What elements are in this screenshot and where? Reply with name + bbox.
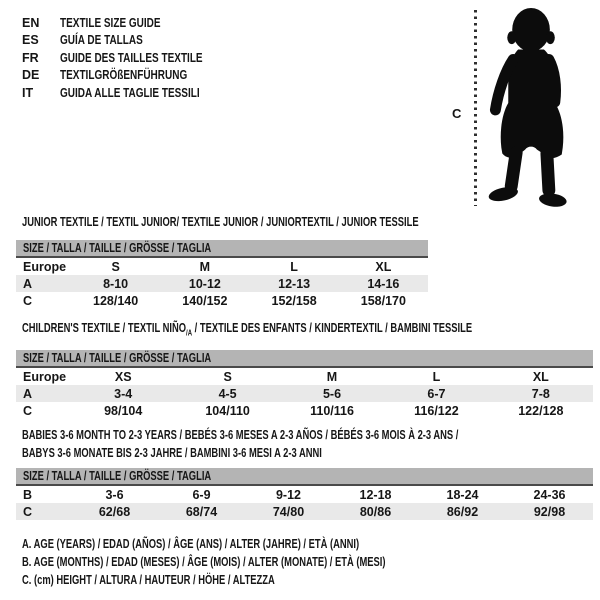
title-part: CHILDREN'S TEXTILE / TEXTIL NIÑO (22, 321, 187, 335)
table-cell: 92/98 (533, 504, 566, 519)
language-code: ES (22, 33, 39, 48)
language-code: FR (22, 50, 39, 65)
table-cell: 8-10 (103, 276, 129, 291)
table-cell: S (111, 259, 120, 274)
language-row (22, 49, 238, 67)
legend-line (22, 535, 507, 553)
table-cell: 104/110 (205, 403, 250, 418)
legend-text: A. AGE (YEARS) / EDAD (AÑOS) / ÂGE (ANS) / ALTER (JAHRE) / ETÀ (ANNI) (22, 537, 360, 551)
table-cell: 128/140 (93, 293, 139, 308)
table-cell: 86/92 (446, 504, 479, 519)
children-section-title (22, 319, 600, 337)
table-cell: XL (532, 369, 549, 384)
table-cell: 7-8 (531, 386, 550, 401)
table-cell: 110/116 (310, 403, 354, 418)
language-guide-title: GUÍA DE TALLAS (60, 33, 143, 48)
table-cell: XL (375, 259, 392, 274)
title-part: BABIES 3-6 MONTH TO 2-3 YEARS / BEBÉS 3-6 MESES A 2-3 AÑOS / BÉBÉS 3-6 MOIS À 2-3 ANS / (22, 428, 459, 442)
legend-text: C. (cm) HEIGHT / ALTURA / HAUTEUR / HÖHE / ALTEZZA (22, 573, 275, 587)
table-row (16, 275, 428, 292)
table-cell: 18-24 (446, 487, 479, 502)
table-cell: 12-13 (278, 276, 311, 291)
table-cell: S (223, 369, 232, 384)
section-title-line (22, 426, 600, 444)
language-code: IT (22, 85, 34, 100)
table-cell: XS (114, 369, 132, 384)
table-cell: 10-12 (188, 276, 221, 291)
table-row (16, 503, 593, 520)
table-cell: 24-36 (533, 487, 566, 502)
table-cell: 68/74 (185, 504, 218, 519)
babies-size-table (16, 468, 593, 520)
size-header-bar (16, 468, 593, 486)
table-cell: L (290, 259, 298, 274)
section-title-line (22, 213, 551, 231)
table-cell: 9-12 (275, 487, 302, 502)
row-label: C (23, 504, 33, 519)
table-cell: 6-7 (427, 386, 446, 401)
table-cell: 152/158 (271, 293, 317, 308)
table-cell: M (199, 259, 211, 274)
title-part: JUNIOR TEXTILE / TEXTIL JUNIOR/ TEXTILE JUNIOR / JUNIORTEXTIL / JUNIOR TESSILE (22, 215, 419, 229)
language-row (22, 67, 238, 85)
title-part: BABYS 3-6 MONATE BIS 2-3 JAHRE / BAMBINI 3-6 MESI A 2-3 ANNI (22, 446, 322, 460)
language-code: EN (22, 15, 40, 30)
junior-size-table (16, 240, 428, 309)
row-label: B (23, 487, 33, 502)
section-title-line (22, 319, 600, 337)
table-cell: 3-6 (105, 487, 124, 502)
table-cell: 12-18 (359, 487, 392, 502)
language-code: DE (22, 68, 40, 83)
row-label: Europe (23, 259, 67, 274)
babies-section-title (22, 426, 600, 462)
row-label: C (23, 403, 33, 418)
children-size-table (16, 350, 593, 419)
table-row (16, 402, 593, 419)
section-title-line (22, 444, 600, 462)
table-cell: 4-5 (218, 386, 237, 401)
section-title-text (22, 319, 472, 343)
table-row (16, 368, 593, 385)
table-cell: 14-16 (367, 276, 400, 291)
language-guide-title: GUIDE DES TAILLES TEXTILE (60, 50, 203, 65)
table-row (16, 258, 428, 275)
language-row (22, 84, 238, 102)
language-guide-title: TEXTILGRÖßENFÜHRUNG (60, 68, 188, 83)
language-guide-title: TEXTILE SIZE GUIDE (60, 15, 161, 30)
table-row (16, 385, 593, 402)
table-cell: M (326, 369, 338, 384)
table-row (16, 486, 593, 503)
section-title-text (22, 213, 419, 231)
row-label: C (23, 293, 33, 308)
section-title-text (22, 444, 322, 462)
row-label: A (23, 276, 33, 291)
table-cell: 158/170 (360, 293, 406, 308)
table-cell: 62/68 (98, 504, 131, 519)
legend-line (22, 553, 507, 571)
junior-section-title (22, 213, 551, 231)
table-cell: 6-9 (192, 487, 211, 502)
row-label: Europe (23, 369, 67, 384)
title-part: / TEXTILE DES ENFANTS / KINDERTEXTIL / BAMBINI TESSILE (192, 321, 473, 335)
table-cell: 74/80 (272, 504, 305, 519)
toddler-silhouette-icon (485, 4, 585, 207)
table-cell: 3-4 (114, 386, 133, 401)
table-cell: 5-6 (322, 386, 342, 401)
table-cell: 122/128 (518, 403, 564, 418)
size-header-bar (16, 240, 428, 258)
subscript-text: /A (186, 328, 193, 338)
language-guide-title: GUIDA ALLE TAGLIE TESSILI (60, 85, 200, 100)
size-header-bar (16, 350, 593, 368)
legend-text: B. AGE (MONTHS) / EDAD (MESES) / ÂGE (MOIS) / ALTER (MONATE) / ETÀ (MESI) (22, 555, 386, 569)
row-label: A (23, 386, 33, 401)
section-title-text (22, 426, 458, 444)
table-cell: L (432, 369, 441, 384)
language-list (22, 14, 238, 102)
table-cell: 98/104 (104, 403, 143, 418)
measure-legend (22, 535, 507, 589)
language-row (22, 32, 238, 50)
size-header-label: SIZE / TALLA / TAILLE / GRÖSSE / TAGLIA (23, 241, 212, 255)
size-header-label: SIZE / TALLA / TAILLE / GRÖSSE / TAGLIA (23, 469, 212, 483)
height-measure-dotted-line (474, 10, 477, 206)
language-row (22, 14, 238, 32)
table-cell: 116/122 (414, 403, 459, 418)
table-row (16, 292, 428, 309)
table-cell: 80/86 (359, 504, 392, 519)
height-measure-label: C (452, 106, 462, 121)
table-cell: 140/152 (182, 293, 228, 308)
legend-line (22, 571, 507, 589)
size-header-label: SIZE / TALLA / TAILLE / GRÖSSE / TAGLIA (23, 351, 212, 365)
